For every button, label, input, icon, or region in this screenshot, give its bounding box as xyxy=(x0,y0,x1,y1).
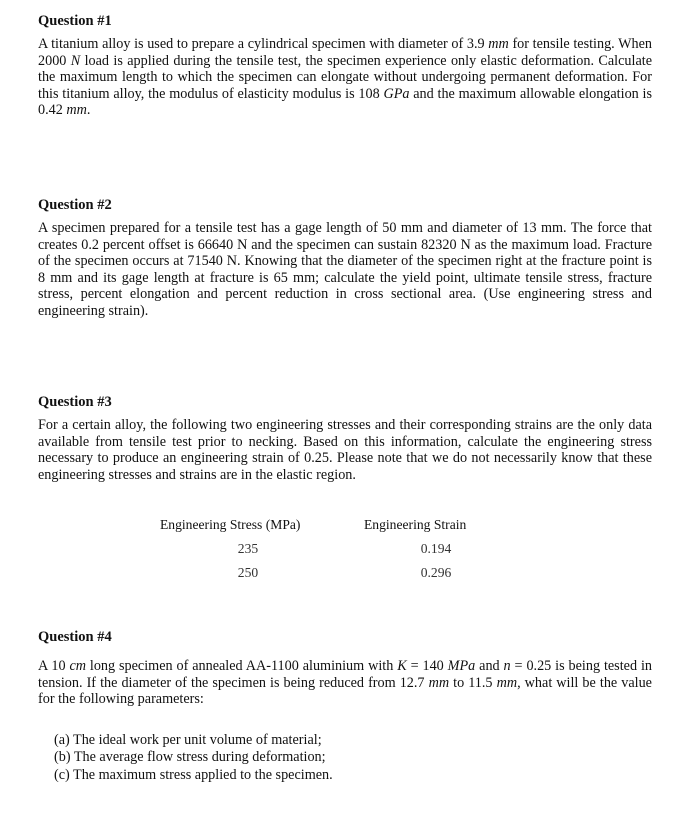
q4-symbol-n: n xyxy=(503,658,511,674)
q4-unit-mm: mm xyxy=(428,674,450,691)
table-cell-strain: 0.296 xyxy=(420,565,452,580)
question-3-body: For a certain alloy, the following two engineering stresses and their corresponding strains are the only data available from tensile test prior to necking. Based on this information, calculate the engineering stress necessary to produce an engineering strain of 0.25. Please note that we do not necessarily know that these engineering stresses and strains are in the elastic region. xyxy=(38,417,652,483)
q4-unit-mpa: MPa xyxy=(447,658,476,674)
q4-text-part: A 10 xyxy=(38,658,70,674)
table-cell-stress: 235 xyxy=(237,541,259,556)
question-1 xyxy=(38,12,652,119)
list-item: (a) The ideal work per unit volume of material; xyxy=(54,731,322,748)
q4-text-part: and xyxy=(475,658,504,674)
q4-text-part: to 11.5 xyxy=(449,674,497,691)
question-4 xyxy=(38,628,652,784)
question-1-body xyxy=(38,36,652,119)
question-3-heading: Question #3 xyxy=(38,394,112,410)
q1-text-part: load is applied during the tensile test, the specimen experience only elastic deformation. Calculate the maximum length to which the specimen can elongate without undergoing permanent deformation. For this titanium alloy, the modulus of elasticity modulus is 108 xyxy=(38,52,652,102)
question-3 xyxy=(38,393,652,580)
question-4-body xyxy=(38,658,652,708)
q1-text-part: and the maximum allowable elongation is 0.42 xyxy=(38,85,653,119)
table-row xyxy=(160,541,508,565)
question-4-parameter-list xyxy=(54,732,652,784)
table-row xyxy=(160,565,508,589)
q4-text-part: = 0.25 is being tested in tension. If the diameter of the specimen is being reduced from 12.7 xyxy=(38,658,652,691)
table-cell-stress: 250 xyxy=(237,565,259,580)
table-header-row xyxy=(160,517,508,541)
table-cell-strain: 0.194 xyxy=(420,541,452,556)
question-2-heading: Question #2 xyxy=(38,197,112,213)
stress-strain-table xyxy=(160,517,508,589)
q4-text-part: = 140 xyxy=(406,658,448,674)
question-2 xyxy=(38,196,652,320)
q4-text-part: , what will be the value for the following parameters: xyxy=(38,674,652,708)
q4-unit-cm: cm xyxy=(69,658,86,674)
q4-unit-mm: mm xyxy=(496,674,518,691)
table-header-strain: Engineering Strain xyxy=(364,517,467,532)
q1-unit-gpa: GPa xyxy=(383,85,410,102)
list-item: (b) The average flow stress during deformation; xyxy=(54,749,326,766)
question-2-body: A specimen prepared for a tensile test has a gage length of 50 mm and diameter of 13 mm. The force that creates 0.2 percent offset is 66640 N and the specimen can sustain 82320 N as the maximum load. Fracture of the specimen occurs at 71540 N. Knowing that the diameter of the specimen right at the fracture point is 8 mm and its gage length at fracture is 65 mm; calculate the yield point, ultimate tensile stress, fracture stress, percent elongation and percent reduction in cross sectional area. (Use engineering stress and engineering strain). xyxy=(38,220,652,319)
q4-symbol-k: K xyxy=(397,658,407,674)
q4-text-part: long specimen of annealed AA-1100 aluminium with xyxy=(86,658,398,674)
table-header-stress: Engineering Stress (MPa) xyxy=(160,517,301,532)
question-1-heading: Question #1 xyxy=(38,13,112,29)
question-4-heading: Question #4 xyxy=(38,629,112,645)
q1-text-part: for tensile testing. When 2000 xyxy=(38,36,652,69)
list-item: (c) The maximum stress applied to the specimen. xyxy=(54,766,333,783)
q1-unit-n: N xyxy=(70,52,81,69)
q1-unit-mm: mm xyxy=(66,102,87,119)
q1-text-part: . xyxy=(86,102,91,119)
q1-unit-mm: mm xyxy=(488,36,509,52)
q1-text-part: A titanium alloy is used to prepare a cylindrical specimen with diameter of 3.9 xyxy=(38,36,489,52)
